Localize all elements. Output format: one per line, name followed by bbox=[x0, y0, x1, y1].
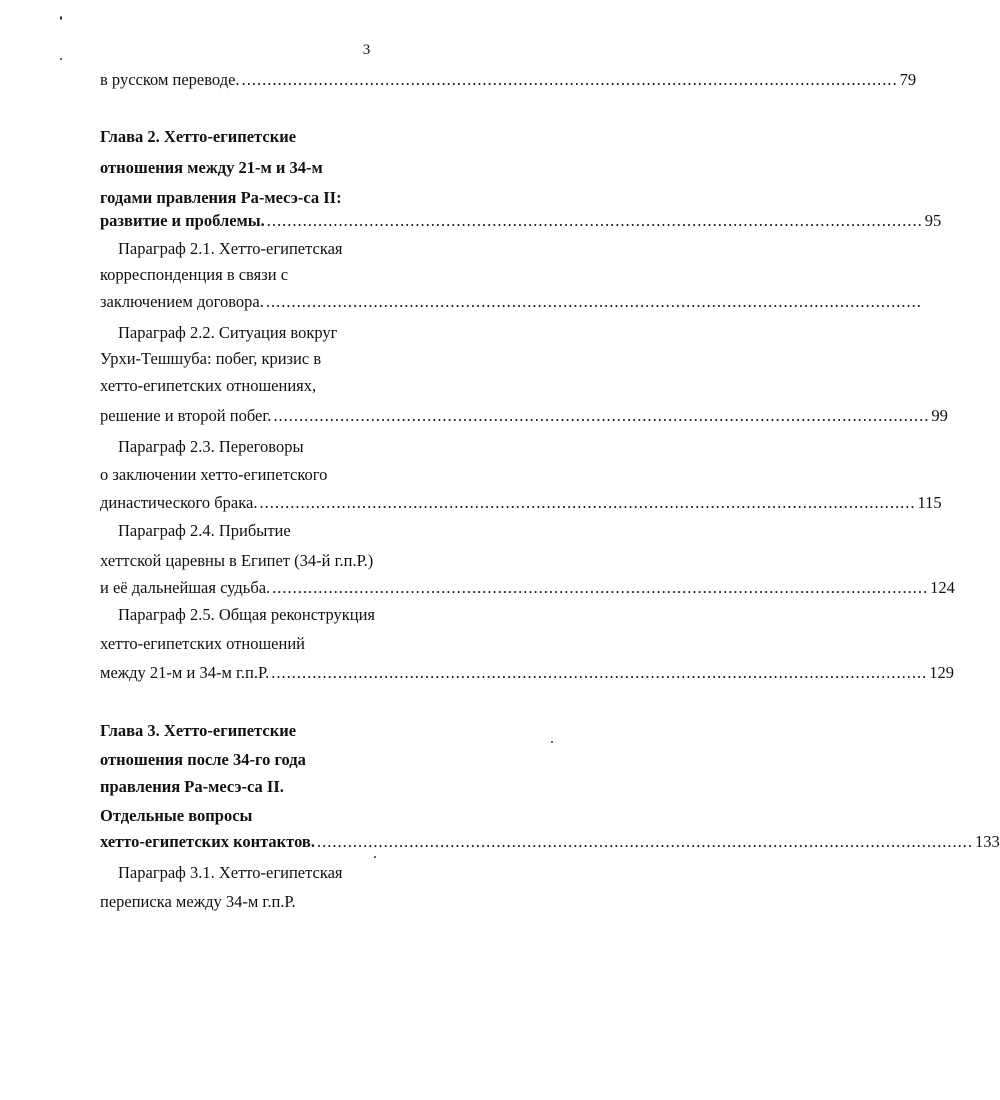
chapter-2-heading-line: годами правления Ра-месэ-са II: bbox=[100, 188, 342, 207]
section-2-5-line: Параграф 2.5. Общая реконструкция bbox=[118, 605, 376, 624]
toc-page-number: 129 bbox=[929, 663, 954, 682]
dot-leader: ................................................................................................................................ bbox=[265, 292, 922, 311]
chapter-3-heading-line: Глава 3. Хетто-египетские bbox=[100, 721, 297, 740]
section-2-5-line: хетто-египетских отношений bbox=[100, 634, 305, 653]
toc-page-number: 133 bbox=[974, 832, 1000, 851]
section-2-1-line: корреспонденция в связи с bbox=[100, 265, 289, 284]
dot-leader: ................................................................................................................................ bbox=[316, 832, 973, 851]
toc-page-number: 99 bbox=[931, 406, 948, 425]
page-number: 3 bbox=[362, 42, 371, 58]
toc-entry-section-2-2 bbox=[100, 403, 948, 429]
chapter-2-heading-line: развитие и проблемы. bbox=[100, 211, 265, 230]
chapter-2-heading-line: Глава 2. Хетто-египетские bbox=[100, 127, 297, 146]
section-2-3-line: Параграф 2.3. Переговоры bbox=[118, 437, 304, 456]
section-2-5-line: между 21-м и 34-м г.п.Р. bbox=[100, 663, 270, 682]
chapter-3-heading-line: Отдельные вопросы bbox=[100, 806, 253, 825]
toc-entry-chapter-3 bbox=[100, 829, 1000, 855]
section-2-2-line: решение и второй побег. bbox=[100, 406, 272, 425]
toc-entry-section-2-5 bbox=[100, 660, 954, 686]
section-2-1-line: заключением договора. bbox=[100, 292, 264, 311]
scan-speck bbox=[374, 856, 376, 858]
section-2-2-line: хетто-египетских отношениях, bbox=[100, 376, 317, 395]
dot-leader: ................................................................................................................................ bbox=[271, 663, 928, 682]
toc-entry-section-2-3 bbox=[100, 490, 942, 516]
dot-leader: ................................................................................................................................ bbox=[241, 70, 898, 89]
section-2-2-line: Урхи-Тешшуба: побег, кризис в bbox=[100, 349, 322, 368]
section-3-1-line: переписка между 34-м г.п.Р. bbox=[100, 892, 296, 911]
section-3-1-line: Параграф 3.1. Хетто-египетская bbox=[118, 863, 343, 882]
dot-leader: ................................................................................................................................ bbox=[273, 406, 930, 425]
dot-leader: ................................................................................................................................ bbox=[266, 211, 923, 230]
toc-entry-russian-translation bbox=[100, 67, 917, 93]
chapter-3-heading-line: отношения после 34-го года bbox=[100, 750, 306, 769]
toc-page-number: 115 bbox=[917, 493, 942, 512]
section-2-3-line: династического брака. bbox=[100, 493, 258, 512]
dot-leader: ................................................................................................................................ bbox=[272, 578, 929, 597]
section-2-4-line: и её дальнейшая судьба. bbox=[100, 578, 271, 597]
section-2-1-line: Параграф 2.1. Хетто-египетская bbox=[118, 239, 343, 258]
section-2-4-line: хеттской царевны в Египет (34-й г.п.Р.) bbox=[100, 551, 374, 570]
dot-leader: ................................................................................................................................ bbox=[259, 493, 916, 512]
section-2-3-line: о заключении хетто-египетского bbox=[100, 465, 328, 484]
toc-page-number: 124 bbox=[930, 578, 955, 597]
chapter-2-heading-line: отношения между 21-м и 34-м bbox=[100, 158, 323, 177]
section-2-4-line: Параграф 2.4. Прибытие bbox=[118, 521, 291, 540]
section-2-2-line: Параграф 2.2. Ситуация вокруг bbox=[118, 323, 338, 342]
chapter-3-heading-line: правления Ра-месэ-са II. bbox=[100, 777, 284, 796]
toc-entry-chapter-2 bbox=[100, 208, 942, 234]
toc-page-number: 95 bbox=[924, 211, 942, 230]
chapter-3-heading-line: хетто-египетских контактов. bbox=[100, 832, 315, 851]
toc-entry-section-2-4 bbox=[100, 575, 955, 601]
scan-speck bbox=[60, 16, 62, 20]
toc-page-number: 79 bbox=[899, 70, 917, 89]
toc-entry-section-2-1 bbox=[100, 289, 922, 315]
toc-entry-title: в русском переводе. bbox=[100, 70, 240, 89]
